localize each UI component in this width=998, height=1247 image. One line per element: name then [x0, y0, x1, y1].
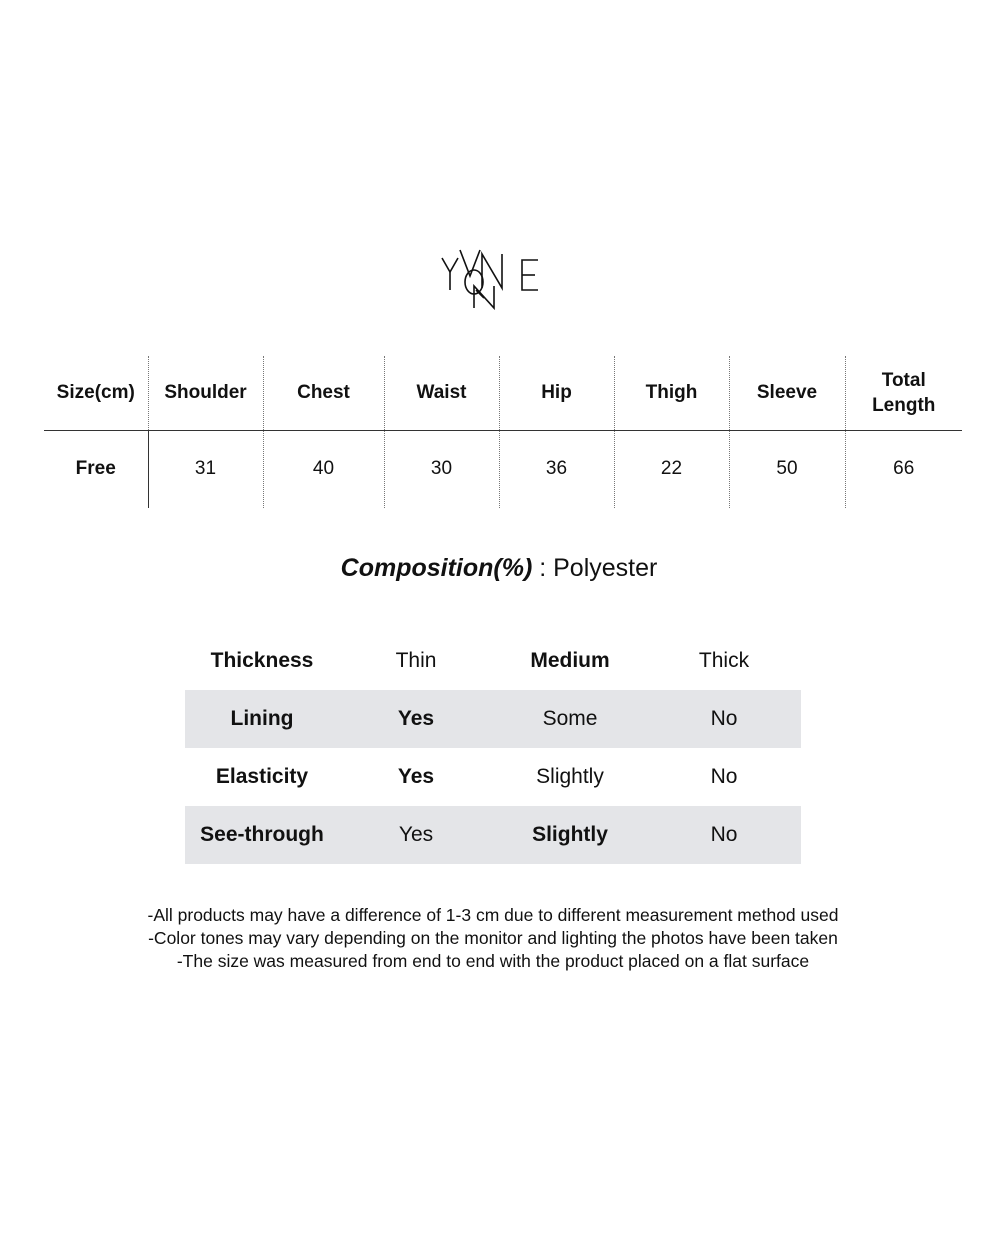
composition-label: Composition(%)	[340, 554, 533, 582]
option-yes: Yes	[339, 806, 493, 864]
header-size: Size(cm)	[44, 356, 148, 430]
waist-value: 30	[384, 430, 499, 508]
size-table	[44, 356, 962, 508]
note-line: -Color tones may vary depending on the monitor and lighting the photos have been taken	[148, 928, 838, 948]
total-length-value: 66	[845, 430, 962, 508]
header-shoulder: Shoulder	[148, 356, 263, 430]
size-table-header-row	[44, 356, 962, 430]
thigh-value: 22	[614, 430, 729, 508]
hip-value: 36	[499, 430, 614, 508]
composition-value: Polyester	[553, 554, 658, 582]
fabric-row-elasticity	[185, 748, 801, 806]
brand-logo	[438, 246, 554, 316]
header-total-length	[845, 356, 962, 430]
header-chest: Chest	[263, 356, 384, 430]
attr-thickness: Thickness	[210, 649, 314, 672]
option-yes-selected: Yes	[339, 690, 493, 748]
composition-separator: :	[532, 554, 554, 582]
option-slightly: Slightly	[536, 765, 604, 788]
yvonne-monogram-logo-icon	[438, 246, 554, 316]
sleeve-value: 50	[729, 430, 845, 508]
option-thin: Thin	[395, 649, 437, 672]
fabric-properties-table	[185, 632, 801, 864]
header-sleeve: Sleeve	[729, 356, 845, 430]
option-slightly-selected: Slightly	[493, 806, 647, 864]
chest-value: 40	[263, 430, 384, 508]
option-no: No	[710, 765, 738, 788]
header-waist: Waist	[384, 356, 499, 430]
header-hip: Hip	[499, 356, 614, 430]
attr-see-through: See-through	[185, 806, 339, 864]
note-line: -The size was measured from end to end with the product placed on a flat surface	[176, 951, 810, 971]
option-no: No	[647, 806, 801, 864]
option-medium-selected: Medium	[530, 649, 610, 672]
option-some: Some	[493, 690, 647, 748]
attr-lining: Lining	[185, 690, 339, 748]
option-yes-selected: Yes	[397, 765, 435, 788]
fabric-row-thickness	[185, 632, 801, 690]
header-thigh: Thigh	[614, 356, 729, 430]
shoulder-value: 31	[194, 458, 217, 480]
table-row	[44, 430, 962, 508]
header-total-length-line1: Total	[881, 369, 926, 391]
header-total-length-line2: Length	[872, 394, 936, 416]
option-no: No	[647, 690, 801, 748]
option-thick: Thick	[698, 649, 750, 672]
fabric-row-lining	[185, 690, 801, 748]
fabric-row-see-through	[185, 806, 801, 864]
note-line: -All products may have a difference of 1-3 cm due to different measurement method used	[147, 905, 839, 925]
attr-elasticity: Elasticity	[215, 765, 309, 788]
composition	[0, 554, 998, 583]
size-value: Free	[44, 430, 148, 508]
disclaimer-notes	[0, 904, 986, 973]
